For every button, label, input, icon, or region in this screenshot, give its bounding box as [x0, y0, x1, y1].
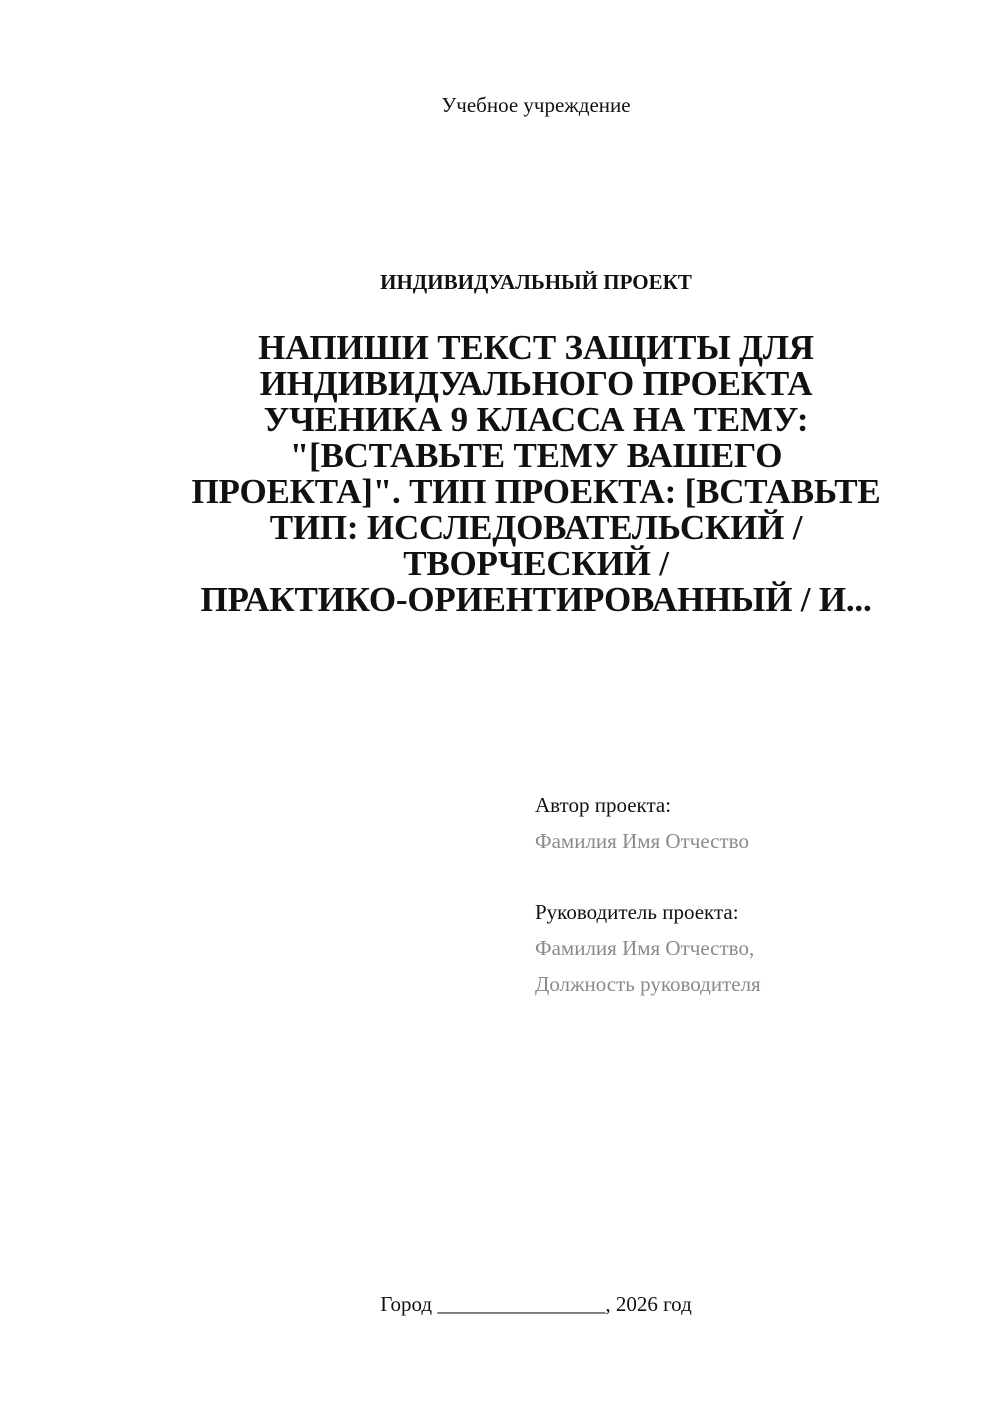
title-line: "[ВСТАВЬТЕ ТЕМУ ВАШЕГО [289, 436, 783, 475]
authors-block [535, 787, 975, 1002]
title-line: ТВОРЧЕСКИЙ / [403, 544, 669, 583]
title-line: УЧЕНИКА 9 КЛАССА НА ТЕМУ: [263, 400, 809, 439]
title-line: ПРОЕКТА]". ТИП ПРОЕКТА: [ВСТАВЬТЕ [191, 472, 881, 511]
project-title [150, 330, 922, 618]
supervisor-position-placeholder: Должность руководителя [535, 972, 761, 996]
author-label: Автор проекта: [535, 793, 672, 817]
author-name-placeholder: Фамилия Имя Отчество [535, 829, 749, 853]
city-year-line: Город ________________, 2026 год [380, 1292, 692, 1316]
title-line: ТИП: ИССЛЕДОВАТЕЛЬСКИЙ / [269, 508, 803, 547]
supervisor-name-placeholder: Фамилия Имя Отчество, [535, 936, 755, 960]
document-type-heading: ИНДИВИДУАЛЬНЫЙ ПРОЕКТ [380, 270, 692, 294]
title-line: ИНДИВИДУАЛЬНОГО ПРОЕКТА [259, 364, 813, 403]
title-line: ПРАКТИКО-ОРИЕНТИРОВАННЫЙ / И... [200, 580, 872, 619]
title-line: НАПИШИ ТЕКСТ ЗАЩИТЫ ДЛЯ [258, 328, 814, 367]
spacer [535, 859, 975, 894]
supervisor-label: Руководитель проекта: [535, 900, 739, 924]
institution-name: Учебное учреждение [441, 93, 631, 117]
